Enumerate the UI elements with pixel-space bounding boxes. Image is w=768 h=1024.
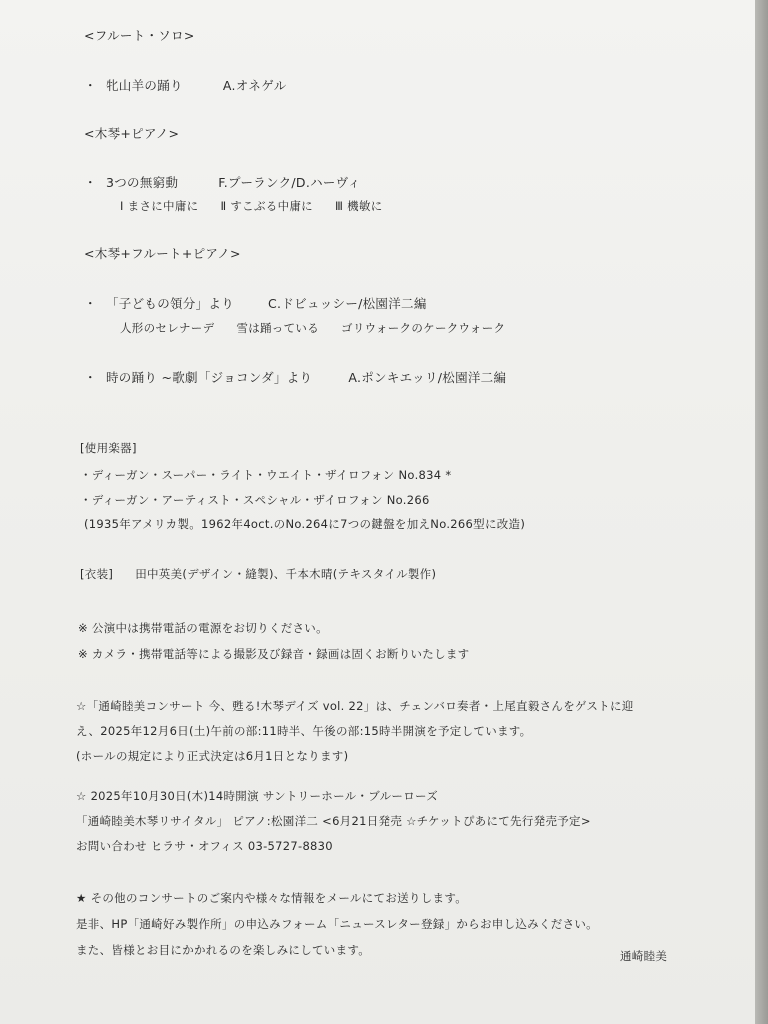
- bullet: ・: [84, 175, 97, 190]
- costume-credit: [80, 566, 436, 582]
- movement: Ⅱ すこぶる中庸に: [220, 199, 313, 213]
- movement: Ⅲ 機敏に: [334, 199, 383, 213]
- bullet: ・: [84, 78, 97, 93]
- recital-line: ☆ 2025年10月30日(木)14時開演 サントリーホール・ブルーローズ: [76, 789, 439, 803]
- piece-composer: A.オネゲル: [222, 78, 287, 93]
- movement: 人形のセレナーデ: [120, 321, 215, 335]
- movement-list: [120, 198, 383, 214]
- section-heading-xylophone-piano: <木琴+ピアノ>: [84, 126, 180, 141]
- movement-list: [120, 320, 505, 336]
- piece-composer: C.ドビュッシー/松園洋二編: [268, 296, 427, 311]
- notice: ※ カメラ・携帯電話等による撮影及び録音・録画は固くお断りいたします: [78, 647, 470, 661]
- piece-title: 牝山羊の踊り: [106, 78, 183, 93]
- section-heading-xylophone-flute-piano: <木琴+フルート+ピアノ>: [84, 246, 241, 261]
- bullet: ・: [84, 370, 97, 385]
- announcement-line: (ホールの規定により正式決定は6月1日となります): [76, 749, 349, 763]
- section-heading-flute-solo: <フルート・ソロ>: [84, 28, 195, 43]
- instrument-note: (1935年アメリカ製。1962年4oct.のNo.264に7つの鍵盤を加えNo.266型に改造): [84, 517, 526, 531]
- movement: Ⅰ まさに中庸に: [120, 199, 199, 213]
- piece-title: 3つの無窮動: [106, 175, 179, 190]
- piece-composer: A.ポンキエッリ/松園洋二編: [348, 370, 507, 385]
- program-item: [84, 368, 506, 386]
- costume-text: 田中英美(デザイン・縫製)、千本木晴(テキスタイル製作): [135, 567, 437, 581]
- movement: ゴリウォークのケークウォーク: [341, 321, 506, 335]
- instrument-line: ・ディーガン・スーパー・ライト・ウエイト・ザイロフォン No.834 *: [80, 468, 452, 482]
- bullet: ・: [84, 296, 97, 311]
- signature: 通崎睦美: [620, 949, 668, 963]
- recital-line: 「通崎睦美木琴リサイタル」 ピアノ:松園洋二 <6月21日発売 ☆チケットぴあにて先行発売予定>: [76, 814, 591, 828]
- piece-title: 時の踊り ~歌劇「ジョコンダ」より: [106, 370, 313, 385]
- piece-composer: F.プーランク/D.ハーヴィ: [218, 175, 361, 190]
- program-item: [84, 173, 361, 191]
- announcement-line: ☆「通崎睦美コンサート 今、甦る!木琴デイズ vol. 22」は、チェンバロ奏者・上尾直毅さんをゲストに迎: [76, 699, 634, 713]
- newsletter-line: 是非、HP「通崎好み製作所」の申込みフォーム「ニュースレター登録」からお申し込みください。: [76, 917, 598, 931]
- newsletter-line: また、皆様とお目にかかれるのを楽しみにしています。: [76, 943, 371, 957]
- piece-title: 「子どもの領分」より: [106, 296, 235, 311]
- instrument-line: ・ディーガン・アーティスト・スペシャル・ザイロフォン No.266: [80, 493, 430, 507]
- costume-heading: [衣装]: [80, 567, 114, 581]
- announcement-line: え、2025年12月6日(土)午前の部:11時半、午後の部:15時半開演を予定しています。: [76, 724, 532, 738]
- instruments-heading: [使用楽器]: [80, 441, 137, 455]
- background-edge: [755, 0, 768, 1024]
- program-item: [84, 294, 427, 312]
- newsletter-line: ★ その他のコンサートのご案内や様々な情報をメールにてお送りします。: [76, 891, 468, 905]
- notice: ※ 公演中は携帯電話の電源をお切りください。: [78, 621, 328, 635]
- contact-line: お問い合わせ ヒラサ・オフィス 03-5727-8830: [76, 839, 333, 853]
- movement: 雪は踊っている: [236, 321, 320, 335]
- program-item: [84, 76, 287, 94]
